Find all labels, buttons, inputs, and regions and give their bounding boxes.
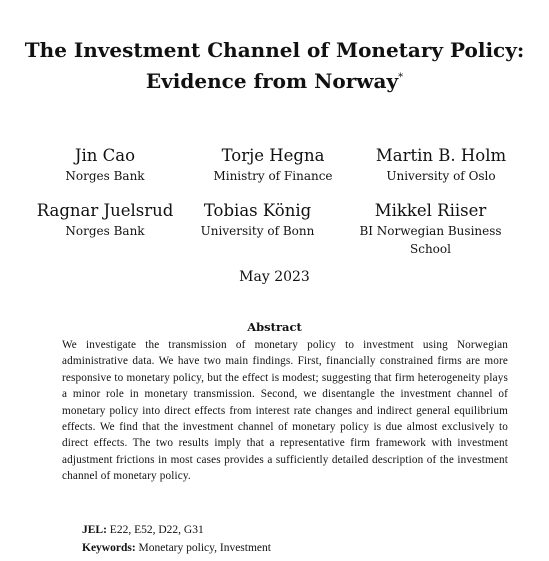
author-affiliation: University of Bonn bbox=[200, 224, 315, 238]
author-block bbox=[40, 145, 170, 185]
author-affiliation: Norges Bank bbox=[65, 169, 145, 183]
author-block bbox=[198, 145, 348, 185]
jel-label: JEL: bbox=[82, 524, 107, 536]
keywords-value: Monetary policy, Investment bbox=[138, 542, 271, 554]
author-block bbox=[190, 200, 325, 240]
abstract-text: We investigate the transmission of monetary policy to investment using Norwegian administrative data. We have two main findings. First, financially constrained firms are more responsive to monetary policy, but the effect is modest; suggesting that firm heterogeneity plays a minor role in monetary transmission. Second, we disentangle the investment channel of monetary policy into direct effects from interest rate changes and indirect general equilibrium effects. We find that the investment channel of monetary policy is due almost exclusively to direct effects. The two results imply that a representative firm framework with investment adjustment frictions in most cases provides a sufficiently detailed description of the investment channel of monetary policy. bbox=[62, 339, 508, 483]
author-block bbox=[348, 200, 513, 258]
author-affiliation: Norges Bank bbox=[65, 224, 145, 238]
title-line-2-text: Evidence from Norway bbox=[145, 69, 399, 93]
author-affiliation: BI Norwegian Business School bbox=[359, 224, 502, 256]
publication-date: May 2023 bbox=[239, 269, 310, 285]
title-footnote-mark: * bbox=[398, 72, 404, 83]
jel-value: E22, E52, D22, G31 bbox=[109, 524, 204, 536]
author-name: Ragnar Juelsrud bbox=[36, 201, 174, 220]
author-name: Jin Cao bbox=[74, 146, 136, 165]
author-block bbox=[30, 200, 180, 240]
author-affiliation: University of Oslo bbox=[386, 169, 496, 183]
jel-codes bbox=[82, 524, 204, 536]
keywords bbox=[82, 542, 271, 554]
title-line-2 bbox=[0, 64, 549, 95]
author-block bbox=[366, 145, 516, 185]
author-name: Martin B. Holm bbox=[375, 146, 507, 165]
abstract-heading: Abstract bbox=[247, 320, 302, 334]
author-affiliation: Ministry of Finance bbox=[213, 169, 333, 183]
keywords-label: Keywords: bbox=[82, 542, 136, 554]
author-name: Tobias König bbox=[203, 201, 312, 220]
author-name: Mikkel Riiser bbox=[374, 201, 487, 220]
paper-title bbox=[0, 36, 549, 95]
title-line-1: The Investment Channel of Monetary Policy: bbox=[24, 38, 525, 62]
author-name: Torje Hegna bbox=[221, 146, 325, 165]
